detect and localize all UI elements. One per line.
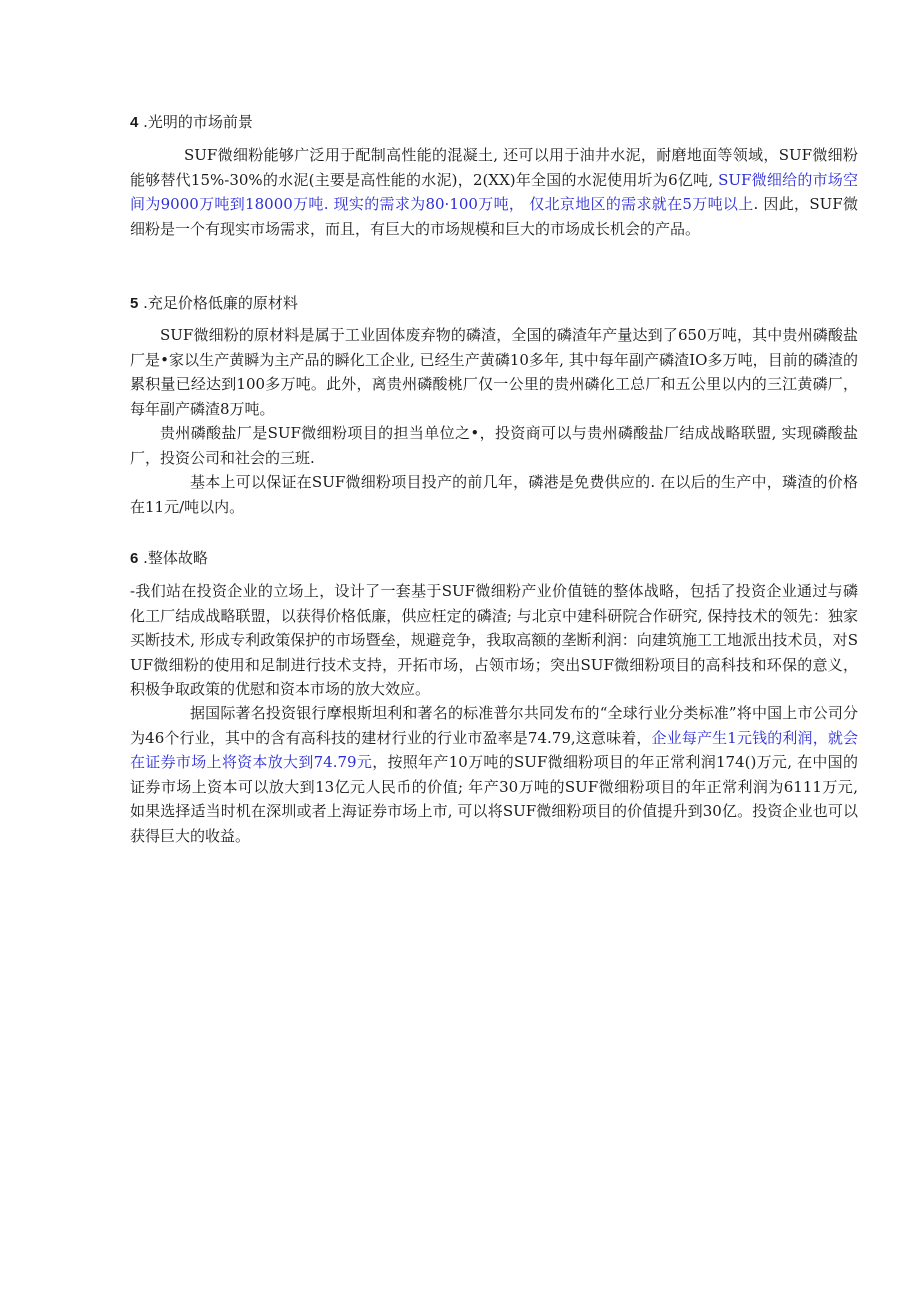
section-5-paragraph-3: 基本上可以保证在SUF微细粉项目投产的前几年，磷港是免费供应的. 在以后的生产中，璘渣的价格在11元/吨以内。	[130, 473, 858, 516]
section-4-number: 4	[130, 114, 139, 131]
section-5-title: .充足价格低廉的原材料	[138, 294, 298, 312]
section-6-text-part1: 据国际著名投资银行摩根斯坦利和著名的标准普尔共同发布的“全球行业分类标准”将中国上市公司分为46个行业，其中的含有高科技的建材行业的行业市盈率是74.79,这意味着，	[130, 704, 858, 747]
section-6-heading	[130, 547, 208, 570]
section-4-paragraph	[130, 143, 858, 241]
section-4-heading	[130, 111, 253, 134]
section-6-paragraph-2	[130, 701, 858, 848]
section-5-paragraph-1: SUF微细粉的原材料是属于工业固体废弃物的磷渣，全国的磷渣年产量达到了650万吨，其中贵州磷酸盐厂是•家以生产黄瞬为主产品的瞬化工企业, 已经生产黄磷10多年, 其中每年副产磷渣IO多万吨，目前的磷渣的累积量已经达到100多万吨。此外，离贵州磷酸桃厂仅一公里的贵州磷化工总厂和五公里以内的三江黄磷厂，每年副产磷渣8万吨。	[130, 326, 858, 418]
section-6-title: .整体故略	[138, 549, 208, 567]
section-4-text-part1: SUF微细粉能够广泛用于配制高性能的混凝土, 还可以用于油井水泥，耐磨地面等领域，SUF微细粉能够替代15%-30%的水泥(主要是高性能的水泥)，2(XX)年全国的水泥使用圻为6亿吨,	[130, 146, 858, 189]
section-6-highlight: 企业每产生1元钱的利润，就会在证券市场上将资本放大到74.79元	[130, 728, 858, 771]
section-4-title: .光明的市场前景	[138, 113, 253, 131]
section-5-number: 5	[130, 295, 139, 312]
section-6-paragraph-1: -我们站在投资企业的立场上，设计了一套基于SUF微细粉产业价值链的整体战略，包括了投资企业通过与磷化工厂结成战略联盟，以获得价格低廉，供应枉定的磷渣; 与北京中建科研院合作研究, 保持技术的领先：独家买断技术, 形成专利政策保护的市场暨垒，规避竞争，我取高额的垄断利润：向建筑施工工地派出技术员，对SUF微细粉的使用和足制进行技术支持，开拓市场，占领市场；突出SUF微细粉项目的高科技和环保的意义，积极争取政策的优慰和资本市场的放大效应。	[130, 582, 858, 698]
section-6-number: 6	[130, 550, 139, 567]
section-6-text-part2: ，按照年产10万吨的SUF微细粉项目的年正常利润174()万元, 在中国的证券市场上资本可以放大到13亿元人民币的价值; 年产30万吨的SUF微细粉项目的年正常利润为6111万元, 如果选择适当时机在深圳或者上海证券市场上市, 可以将SUF微细粉项目的价值提升到30亿。投资企业也可以获得巨大的收益。	[130, 753, 858, 845]
section-4-highlight: SUF微细给的市场空间为9000万吨到18000万吨. 现实的需求为80·100万吨， 仅北京地区的需求就在5万吨以上	[130, 170, 859, 213]
section-4-text-part2: . 因此，SUF微细粉是一个有现实市场需求，而且，有巨大的市场规模和巨大的市场成长机会的产品。	[130, 195, 858, 238]
section-5-paragraph-2: 贵州磷酸盐厂是SUF微细粉项目的担当单位之•，投资商可以与贵州磷酸盐厂结成战略联盟, 实现磷酸盐厂，投资公司和社会的三班.	[130, 424, 858, 467]
section-5-heading	[130, 292, 298, 315]
